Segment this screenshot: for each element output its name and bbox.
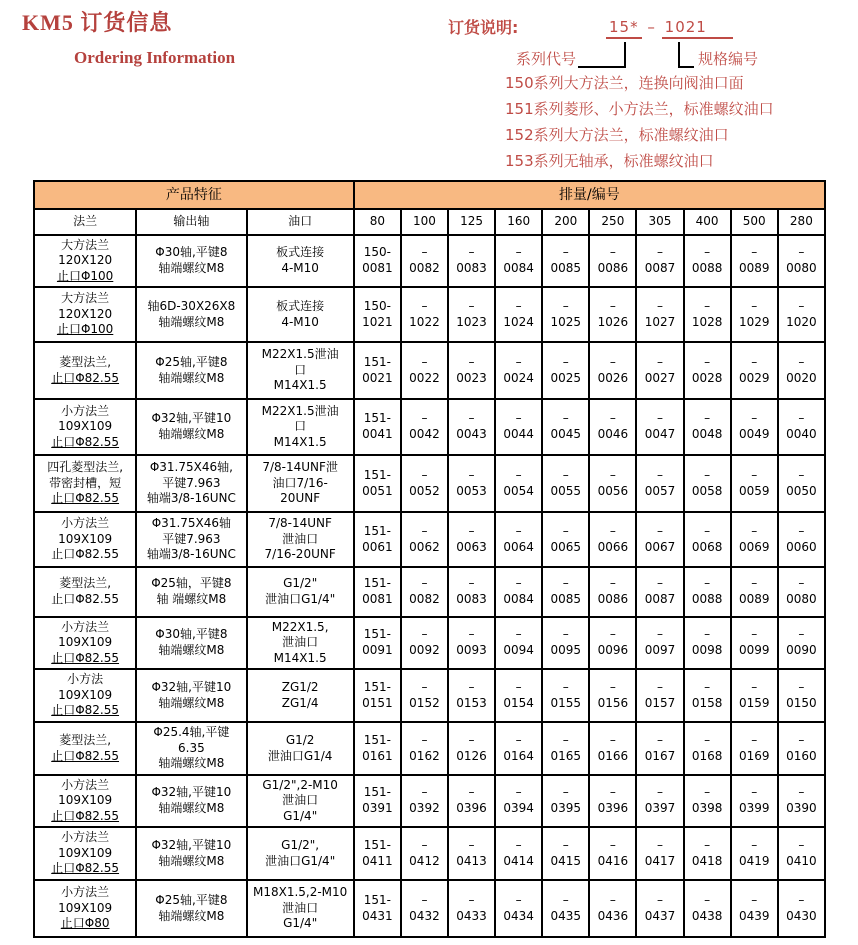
- code-cell: – 0416: [589, 827, 636, 880]
- code-cell: – 0158: [684, 669, 731, 722]
- column-header-10: 400: [684, 209, 731, 235]
- shaft-cell: Φ30轴,平键8 轴端螺纹M8: [136, 617, 246, 669]
- code-cell: – 0396: [448, 775, 495, 827]
- code-cell: – 1027: [636, 287, 683, 342]
- shaft-cell: Φ31.75X46轴 平键7.963 轴端3/8-16UNC: [136, 512, 246, 567]
- flange-cell: 小方法 109X109 止口Φ82.55: [34, 669, 136, 722]
- code-cell: – 0043: [448, 399, 495, 455]
- column-header-4: 100: [401, 209, 448, 235]
- column-header-11: 500: [731, 209, 778, 235]
- ordering-table: [33, 180, 826, 938]
- code-cell: – 0087: [636, 567, 683, 617]
- table-row: [34, 399, 825, 455]
- shaft-cell: Φ25轴，平键8 轴 端螺纹M8: [136, 567, 246, 617]
- code-cell: 150- 0081: [354, 235, 401, 287]
- code-cell: – 0092: [401, 617, 448, 669]
- code-cell: – 0062: [401, 512, 448, 567]
- code-cell: – 0049: [731, 399, 778, 455]
- series-note-2: 152系列大方法兰，标准螺纹油口: [505, 126, 729, 144]
- code-cell: – 0159: [731, 669, 778, 722]
- code-cell: – 0390: [778, 775, 825, 827]
- code-cell: – 0054: [495, 455, 542, 512]
- table-row: [34, 287, 825, 342]
- code-example: [606, 20, 733, 35]
- flange-cell: 小方法兰 109X109 止口Φ80: [34, 880, 136, 937]
- code-cell: – 0438: [684, 880, 731, 937]
- column-header-9: 305: [636, 209, 683, 235]
- code-cell: – 0083: [448, 235, 495, 287]
- code-cell: – 0067: [636, 512, 683, 567]
- code-cell: – 0150: [778, 669, 825, 722]
- code-cell: 151- 0091: [354, 617, 401, 669]
- flange-cell: 菱型法兰, 止口Φ82.55: [34, 342, 136, 399]
- code-cell: – 0152: [401, 669, 448, 722]
- code-cell: – 0084: [495, 235, 542, 287]
- code-cell: – 0040: [778, 399, 825, 455]
- code-cell: – 0098: [684, 617, 731, 669]
- code-cell: – 0432: [401, 880, 448, 937]
- code-cell: 151- 0431: [354, 880, 401, 937]
- code-cell: – 0399: [731, 775, 778, 827]
- series-code-example: 15*: [606, 18, 642, 39]
- page-title: KM5 订货信息: [22, 10, 173, 35]
- port-cell: M22X1.5, 泄油口 M14X1.5: [247, 617, 354, 669]
- code-cell: – 1028: [684, 287, 731, 342]
- table-row: [34, 342, 825, 399]
- code-cell: – 1020: [778, 287, 825, 342]
- code-cell: – 0410: [778, 827, 825, 880]
- code-cell: – 1026: [589, 287, 636, 342]
- code-cell: – 0095: [542, 617, 589, 669]
- code-cell: – 0069: [731, 512, 778, 567]
- code-cell: – 0020: [778, 342, 825, 399]
- code-cell: – 0417: [636, 827, 683, 880]
- port-cell: 板式连接 4-M10: [247, 287, 354, 342]
- code-dash: –: [647, 18, 656, 36]
- code-cell: – 0029: [731, 342, 778, 399]
- series-note-3: 153系列无轴承，标准螺纹油口: [505, 152, 714, 170]
- table-column-header-row: [34, 209, 825, 235]
- code-cell: – 0027: [636, 342, 683, 399]
- port-cell: 7/8-14UNF 泄油口 7/16-20UNF: [247, 512, 354, 567]
- column-header-8: 250: [589, 209, 636, 235]
- code-cell: – 0394: [495, 775, 542, 827]
- port-cell: G1/2 泄油口G1/4: [247, 722, 354, 775]
- column-header-0: 法兰: [34, 209, 136, 235]
- column-header-5: 125: [448, 209, 495, 235]
- series-note-list: [505, 70, 774, 174]
- shaft-cell: Φ25轴,平键8 轴端螺纹M8: [136, 880, 246, 937]
- port-cell: ZG1/2 ZG1/4: [247, 669, 354, 722]
- code-cell: – 0397: [636, 775, 683, 827]
- group-header-features: 产品特征: [34, 181, 354, 209]
- code-cell: – 0047: [636, 399, 683, 455]
- flange-cell: 四孔菱型法兰, 带密封槽，短 止口Φ82.55: [34, 455, 136, 512]
- code-cell: – 0083: [448, 567, 495, 617]
- port-cell: M22X1.5泄油 口 M14X1.5: [247, 399, 354, 455]
- code-cell: – 0093: [448, 617, 495, 669]
- code-cell: – 0162: [401, 722, 448, 775]
- code-cell: – 0026: [589, 342, 636, 399]
- port-cell: 7/8-14UNF泄 油口7/16- 20UNF: [247, 455, 354, 512]
- code-cell: – 0436: [589, 880, 636, 937]
- group-header-displacement: 排量/编号: [354, 181, 825, 209]
- code-cell: – 0057: [636, 455, 683, 512]
- code-cell: – 1022: [401, 287, 448, 342]
- page-subtitle: Ordering Information: [74, 48, 236, 67]
- code-cell: – 0090: [778, 617, 825, 669]
- code-cell: – 0060: [778, 512, 825, 567]
- code-cell: – 0084: [495, 567, 542, 617]
- code-cell: – 0085: [542, 235, 589, 287]
- code-cell: 151- 0081: [354, 567, 401, 617]
- code-cell: – 0088: [684, 567, 731, 617]
- shaft-cell: Φ32轴,平键10 轴端螺纹M8: [136, 399, 246, 455]
- shaft-cell: Φ31.75X46轴, 平键7.963 轴端3/8-16UNC: [136, 455, 246, 512]
- code-cell: – 0412: [401, 827, 448, 880]
- code-cell: – 0022: [401, 342, 448, 399]
- code-cell: – 0080: [778, 235, 825, 287]
- code-cell: – 0085: [542, 567, 589, 617]
- code-cell: 151- 0391: [354, 775, 401, 827]
- port-cell: M22X1.5泄油 口 M14X1.5: [247, 342, 354, 399]
- code-cell: – 0398: [684, 775, 731, 827]
- code-cell: – 0415: [542, 827, 589, 880]
- table-row: [34, 235, 825, 287]
- code-cell: – 0082: [401, 567, 448, 617]
- code-cell: 151- 0041: [354, 399, 401, 455]
- code-cell: – 0064: [495, 512, 542, 567]
- code-cell: – 0169: [731, 722, 778, 775]
- code-cell: – 0087: [636, 235, 683, 287]
- series-note-0: 150系列大方法兰，连换向阀油口面: [505, 74, 744, 92]
- code-cell: – 1029: [731, 287, 778, 342]
- shaft-cell: Φ25.4轴,平键 6.35 轴端螺纹M8: [136, 722, 246, 775]
- table-group-header-row: [34, 181, 825, 209]
- flange-cell: 小方法兰 109X109 止口Φ82.55: [34, 775, 136, 827]
- code-cell: – 0094: [495, 617, 542, 669]
- code-cell: – 0055: [542, 455, 589, 512]
- code-cell: – 0052: [401, 455, 448, 512]
- code-cell: – 0065: [542, 512, 589, 567]
- code-cell: – 0089: [731, 235, 778, 287]
- shaft-cell: 轴6D-30X26X8 轴端螺纹M8: [136, 287, 246, 342]
- table-row: [34, 617, 825, 669]
- code-cell: 151- 0161: [354, 722, 401, 775]
- code-cell: – 0056: [589, 455, 636, 512]
- code-cell: 151- 0021: [354, 342, 401, 399]
- table-row: [34, 722, 825, 775]
- flange-cell: 小方法兰 109X109 止口Φ82.55: [34, 512, 136, 567]
- series-code-label: 系列代号: [516, 50, 577, 68]
- code-cell: – 0088: [684, 235, 731, 287]
- code-cell: 151- 0051: [354, 455, 401, 512]
- column-header-2: 油口: [247, 209, 354, 235]
- flange-cell: 小方法兰 109X109 止口Φ82.55: [34, 617, 136, 669]
- code-cell: – 1024: [495, 287, 542, 342]
- code-cell: – 0046: [589, 399, 636, 455]
- code-cell: – 0156: [589, 669, 636, 722]
- code-cell: – 0157: [636, 669, 683, 722]
- column-header-7: 200: [542, 209, 589, 235]
- code-cell: – 0168: [684, 722, 731, 775]
- code-cell: – 0096: [589, 617, 636, 669]
- code-cell: – 0025: [542, 342, 589, 399]
- code-cell: – 0433: [448, 880, 495, 937]
- code-cell: – 0160: [778, 722, 825, 775]
- flange-cell: 小方法兰 109X109 止口Φ82.55: [34, 399, 136, 455]
- shaft-cell: Φ32轴,平键10 轴端螺纹M8: [136, 775, 246, 827]
- column-header-1: 输出轴: [136, 209, 246, 235]
- series-note-1: 151系列菱形、小方法兰，标准螺纹油口: [505, 100, 774, 118]
- code-cell: – 0167: [636, 722, 683, 775]
- shaft-cell: Φ32轴,平键10 轴端螺纹M8: [136, 669, 246, 722]
- code-cell: – 0164: [495, 722, 542, 775]
- table-row: [34, 512, 825, 567]
- code-cell: 151- 0151: [354, 669, 401, 722]
- code-cell: – 0059: [731, 455, 778, 512]
- code-cell: – 0155: [542, 669, 589, 722]
- connector-line-spec: [678, 42, 694, 68]
- column-header-12: 280: [778, 209, 825, 235]
- code-cell: – 0086: [589, 567, 636, 617]
- column-header-3: 80: [354, 209, 401, 235]
- code-cell: – 0044: [495, 399, 542, 455]
- flange-cell: 大方法兰 120X120 止口Φ100: [34, 287, 136, 342]
- code-cell: – 0165: [542, 722, 589, 775]
- flange-cell: 小方法兰 109X109 止口Φ82.55: [34, 827, 136, 880]
- code-cell: – 0413: [448, 827, 495, 880]
- order-note-label: 订货说明:: [448, 18, 519, 37]
- code-cell: – 0023: [448, 342, 495, 399]
- code-cell: – 0439: [731, 880, 778, 937]
- code-cell: – 0042: [401, 399, 448, 455]
- code-cell: – 0166: [589, 722, 636, 775]
- port-cell: 板式连接 4-M10: [247, 235, 354, 287]
- flange-cell: 菱型法兰, 止口Φ82.55: [34, 567, 136, 617]
- connector-line-series: [578, 42, 626, 68]
- flange-cell: 菱型法兰, 止口Φ82.55: [34, 722, 136, 775]
- code-cell: – 0430: [778, 880, 825, 937]
- code-cell: – 0419: [731, 827, 778, 880]
- table-row: [34, 669, 825, 722]
- code-cell: – 0437: [636, 880, 683, 937]
- table-row: [34, 775, 825, 827]
- code-cell: – 0082: [401, 235, 448, 287]
- code-cell: – 0434: [495, 880, 542, 937]
- spec-code-label: 规格编号: [698, 50, 759, 68]
- port-cell: G1/2",2-M10 泄油口 G1/4": [247, 775, 354, 827]
- shaft-cell: Φ25轴,平键8 轴端螺纹M8: [136, 342, 246, 399]
- code-cell: – 0068: [684, 512, 731, 567]
- code-cell: – 0066: [589, 512, 636, 567]
- code-cell: – 1025: [542, 287, 589, 342]
- code-cell: – 0154: [495, 669, 542, 722]
- code-cell: – 0395: [542, 775, 589, 827]
- port-cell: M18X1.5,2-M10 泄油口 G1/4": [247, 880, 354, 937]
- spec-code-example: 1021: [662, 18, 733, 39]
- code-cell: – 0024: [495, 342, 542, 399]
- code-cell: – 1023: [448, 287, 495, 342]
- code-cell: – 0058: [684, 455, 731, 512]
- code-cell: – 0097: [636, 617, 683, 669]
- code-cell: – 0414: [495, 827, 542, 880]
- table-row: [34, 880, 825, 937]
- code-cell: – 0086: [589, 235, 636, 287]
- table-row: [34, 567, 825, 617]
- code-cell: 151- 0411: [354, 827, 401, 880]
- port-cell: G1/2", 泄油口G1/4": [247, 827, 354, 880]
- flange-cell: 大方法兰 120X120 止口Φ100: [34, 235, 136, 287]
- table-row: [34, 827, 825, 880]
- code-cell: – 0089: [731, 567, 778, 617]
- code-cell: – 0392: [401, 775, 448, 827]
- shaft-cell: Φ32轴,平键10 轴端螺纹M8: [136, 827, 246, 880]
- shaft-cell: Φ30轴,平键8 轴端螺纹M8: [136, 235, 246, 287]
- code-cell: – 0063: [448, 512, 495, 567]
- column-header-6: 160: [495, 209, 542, 235]
- code-cell: – 0396: [589, 775, 636, 827]
- code-cell: – 0080: [778, 567, 825, 617]
- code-cell: – 0045: [542, 399, 589, 455]
- code-cell: – 0053: [448, 455, 495, 512]
- code-cell: – 0050: [778, 455, 825, 512]
- code-cell: 150- 1021: [354, 287, 401, 342]
- code-cell: – 0435: [542, 880, 589, 937]
- code-cell: – 0126: [448, 722, 495, 775]
- port-cell: G1/2" 泄油口G1/4": [247, 567, 354, 617]
- code-cell: – 0028: [684, 342, 731, 399]
- code-cell: 151- 0061: [354, 512, 401, 567]
- code-cell: – 0048: [684, 399, 731, 455]
- code-cell: – 0153: [448, 669, 495, 722]
- code-cell: – 0099: [731, 617, 778, 669]
- table-row: [34, 455, 825, 512]
- code-cell: – 0418: [684, 827, 731, 880]
